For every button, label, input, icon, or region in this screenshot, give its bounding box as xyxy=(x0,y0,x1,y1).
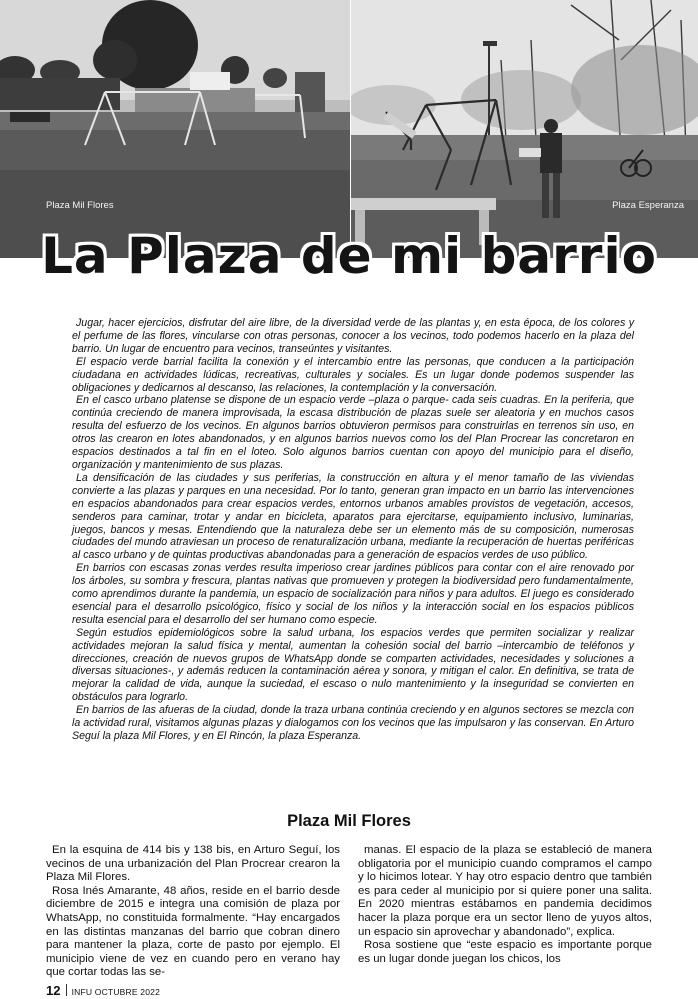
magazine-issue: INFU OCTUBRE 2022 xyxy=(71,987,161,997)
body-column-left xyxy=(46,844,340,980)
body-paragraph: Rosa Inés Amarante, 48 años, reside en el barrio desde diciembre de 2015 e integra una comisión de plaza por WhatsApp, no constituida formalmente. “Hay encargados en las distintas manzanas del barrio que cobran dinero para mantener la plaza, corte de pasto por ejemplo. El municipio viene de vez en cuando pero en verano hay que cortar todas las se- xyxy=(46,884,340,979)
intro-paragraph: La densificación de las ciudades y sus periferias, la construcción en altura y el menor tamaño de las viviendas convierte a las plazas y parques en una necesidad. Por lo tanto, generan gran impacto en un barrio las intervenciones en espacios abandonados para crear espacios verdes, entornos urbanos amables provistos de vegetación, accesos, senderos para caminar, trotar y andar en bicicleta, aparatos para ejercitarse, equipamiento inclusivo, luminarias, juegos, bancos y mesas. Entendiendo que la naturaleza debe ser un elemento más de su composición, numerosas ciudades del mundo atraviesan un proceso de renaturalización urbana, mediante la recuperación de huertas periféricas al casco urbano y de quintas productivas abandonadas para a generación de espacios verdes de uso público. xyxy=(72,471,634,562)
intro-paragraph: En barrios con escasas zonas verdes resulta imperioso crear jardines públicos para contar con el aire renovado por los árboles, su sombra y frescura, plantas nativas que promueven y protegen la biodiversidad pero fundamentalmente, como aprendimos durante la pandemia, un espacio de socialización para niños y para adultos. El juego es considerado esencial para el desarrollo psicológico, físico y social de los niños y la interacción social en los espacios públicos resulta esencial para el desarrollo del ser humano como especie. xyxy=(72,562,634,626)
article-intro xyxy=(72,317,634,743)
body-paragraph: manas. El espacio de la plaza se estableció de manera obligatoria por el municipio cuando compramos el campo y lo hicimos lotear. Y hay otro espacio dentro que también es para ceder al municipio por si quiere poner una salita. En 2020 mientras estábamos en pandemia decidimos hacer la plaza porque era un sector lleno de yuyos altos, un espacio sin aprovechar y abandonado”, explica. xyxy=(358,844,652,938)
section-heading: Plaza Mil Flores xyxy=(287,812,411,830)
photo-caption-right: Plaza Esperanza xyxy=(612,200,684,211)
body-column-right xyxy=(358,844,652,966)
intro-paragraph: Según estudios epidemiológicos sobre la salud urbana, los espacios verdes que permiten socializar y realizar actividades mejoran la salud física y mental, aumentan la cohesión social del barrio –intercambio de teléfonos y direcciones, creación de nuevos grupos de WhatsApp donde se comparten actividades, necesidades y soluciones a diversas situaciones-, y además reducen la contaminación aérea y sonora, y mitigan el calor. En definitiva, se trata de mejorar la calidad de vida, aunque la suciedad, el escaso o nulo mantenimiento y la inseguridad se convierten en obstáculos para lograrlo. xyxy=(72,626,634,704)
photo-caption-left: Plaza Mil Flores xyxy=(46,200,114,211)
intro-paragraph: En el casco urbano platense se dispone de un espacio verde –plaza o parque- cada seis cuadras. En la periferia, que continúa creciendo de manera improvisada, la escasa distribución de plazas suele ser aleatoria y en muchos casos resulta del esfuerzo de los vecinos. En algunos barrios obtuvieron permisos para construirlas en terrenos sin uso, en otros las crearon en lotes abandonados, y en algunos barrios nuevos como los del Plan Procrear las concretaron en espacios destinados a tal fin en el loteo. Solo algunos barrios cuentan con apoyo del municipio para el diseño, organización y mantenimiento de sus plazas. xyxy=(72,394,634,471)
article-title: La Plaza de mi barrio xyxy=(41,227,657,285)
intro-paragraph: Jugar, hacer ejercicios, disfrutar del aire libre, de la diversidad verde de las plantas y, en esta época, de los colores y el perfume de las flores, vincularse con otras personas, conocer a los vecinos, todo podemos hacerlo en la plaza del barrio. Un lugar de encuentro para vecinos, transeúntes y visitantes. xyxy=(72,317,634,355)
page-footer xyxy=(46,983,160,998)
intro-paragraph: El espacio verde barrial facilita la conexión y el intercambio entre las personas, que conducen a la participación ciudadana en actividades lúdicas, recreativas, culturales y sociales. Es un lugar donde podemos suspender las obligaciones y dedicarnos al descanso, las relaciones, la contemplación y la conversación. xyxy=(72,355,634,394)
intro-paragraph: En barrios de las afueras de la ciudad, donde la traza urbana continúa creciendo y en algunos sectores se mezcla con la actividad rural, visitamos algunas plazas y dialogamos con los vecinos que las impulsaron y las conservan. En Arturo Seguí la plaza Mil Flores, y en El Rincón, la plaza Esperanza. xyxy=(72,704,634,742)
body-paragraph: Rosa sostiene que “este espacio es importante porque es un lugar donde juegan los chicos, los xyxy=(358,939,652,965)
body-paragraph: En la esquina de 414 bis y 138 bis, en Arturo Seguí, los vecinos de una urbanización del Plan Procrear crearon la Plaza Mil Flores. xyxy=(46,844,340,884)
page-number: 12 xyxy=(46,983,61,998)
footer-divider xyxy=(66,984,67,996)
